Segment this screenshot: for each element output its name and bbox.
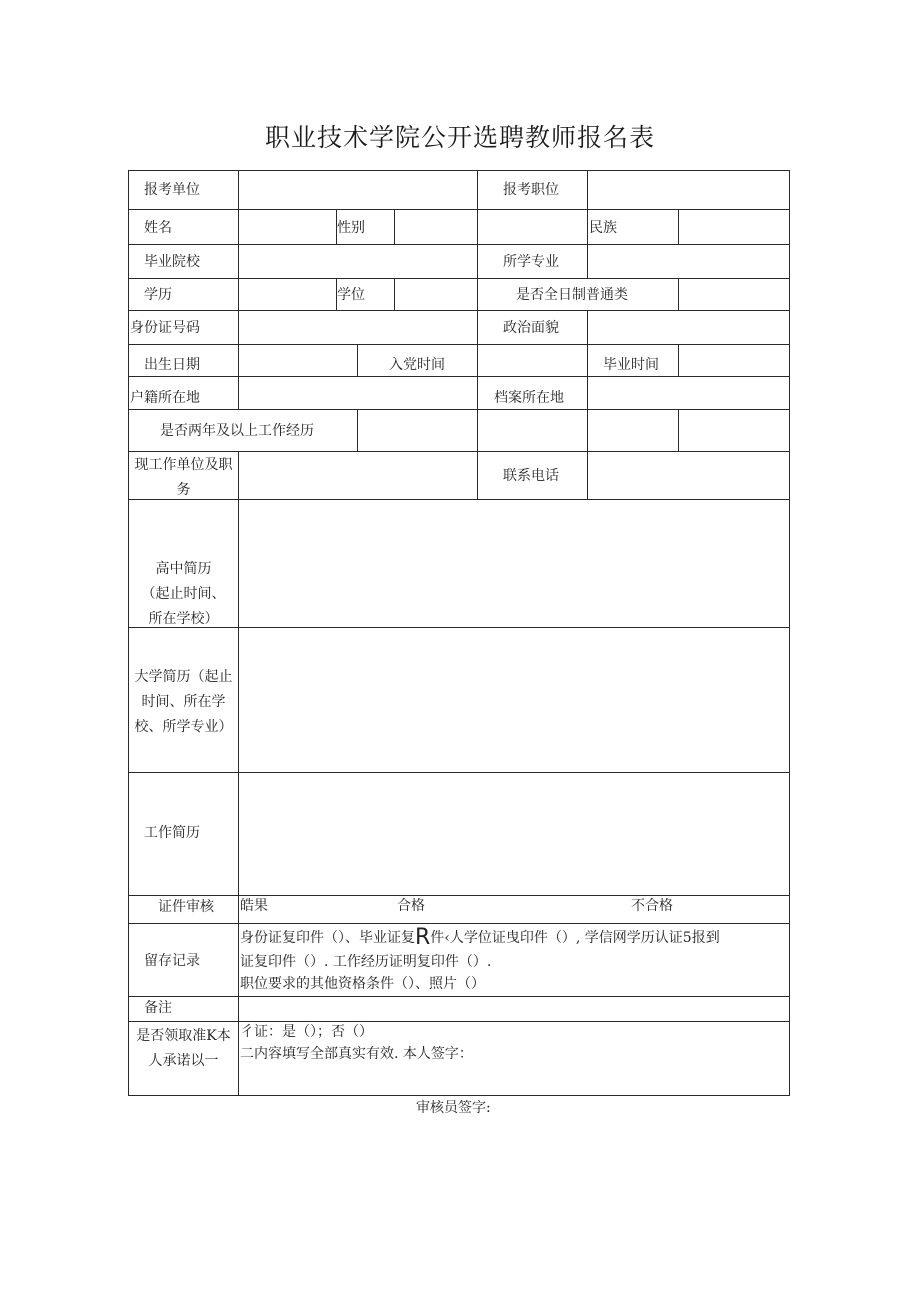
archive-location-label: 档案所在地 (494, 390, 564, 406)
col-divider (477, 451, 478, 499)
political-status-label: 政治面貌 (503, 320, 559, 336)
col-divider (477, 310, 478, 344)
work-experience-label: 是否两年及以上工作经历 (160, 423, 314, 439)
uni-resume-line2: 时间、所在学 (141, 694, 226, 710)
unqualified-option: 不合格 (631, 898, 673, 914)
work-resume-label: 工作简历 (144, 825, 200, 841)
graduation-time-label: 毕业时间 (603, 357, 659, 373)
hs-resume-line2: （起止时间、 (141, 586, 226, 602)
name-label: 姓名 (144, 220, 172, 236)
cert-result-label: 皓果 (240, 898, 268, 914)
records-line-1a: 身份证复印件（）、毕业证复 (240, 930, 415, 946)
high-school-resume-label (129, 557, 238, 632)
records-line-1b: 件‹人学位证曳印件（）, 学信网学历认证5报到 (430, 930, 720, 946)
col-divider (678, 409, 679, 451)
row-divider (128, 996, 790, 997)
col-divider (678, 344, 679, 376)
col-divider (587, 344, 588, 376)
current-job-label-line1: 现工作单位及职 (134, 457, 233, 473)
col-divider (477, 244, 478, 278)
col-divider (477, 344, 478, 376)
ticket-label-line2: 人承诺以一 (148, 1053, 219, 1069)
col-divider (394, 278, 395, 310)
col-divider (477, 409, 478, 451)
row-divider (128, 209, 790, 210)
university-resume-label (129, 665, 238, 740)
row-divider (128, 278, 790, 279)
row-divider (128, 772, 790, 773)
col-divider (477, 209, 478, 244)
col-divider (477, 170, 478, 209)
pledge-line: 二内容填写全部真实有效. 本人签字： (240, 1046, 473, 1062)
uni-resume-line1: 大学简历（起止 (134, 669, 233, 685)
position-label: 报考职位 (503, 182, 559, 198)
table-border-left (128, 170, 129, 1096)
col-divider (357, 344, 358, 376)
hs-resume-line1: 高中简历 (155, 561, 212, 577)
phone-label: 联系电话 (503, 468, 559, 484)
col-divider (587, 310, 588, 344)
row-divider (128, 310, 790, 311)
ticket-pledge-label (129, 1024, 238, 1074)
row-divider (128, 923, 790, 924)
row-divider (128, 170, 790, 171)
row-divider (128, 344, 790, 345)
uni-resume-line3: 校、所学专业） (134, 719, 233, 735)
hs-resume-line3: 所在学校） (148, 611, 219, 627)
records-line-3: 职位要求的其他资格条件（）、照片（） (240, 976, 485, 992)
row-divider (128, 376, 790, 377)
col-divider (587, 244, 588, 278)
unit-label: 报考单位 (144, 182, 200, 198)
col-divider (238, 170, 239, 409)
col-divider (477, 376, 478, 409)
records-label: 留存记录 (144, 953, 200, 969)
remarks-label: 备注 (144, 1000, 172, 1016)
row-divider (128, 895, 790, 896)
row-divider (128, 244, 790, 245)
col-divider (678, 278, 679, 310)
birth-date-label: 出生日期 (144, 357, 200, 373)
ticket-line-1: 彳证：是（）；否（） (240, 1024, 373, 1040)
current-job-label (129, 453, 238, 503)
col-divider (678, 209, 679, 244)
id-number-label: 身份证号码 (130, 320, 200, 336)
col-divider (587, 170, 588, 209)
col-divider (587, 376, 588, 409)
major-label: 所学专业 (503, 254, 559, 270)
col-divider (477, 278, 478, 310)
ethnicity-label: 民族 (589, 220, 617, 236)
table-border-right (789, 170, 790, 1096)
qualified-option: 合格 (397, 898, 425, 914)
ticket-label-line1: 是否领取准K本 (136, 1028, 231, 1044)
current-job-label-line2: 务 (176, 482, 191, 498)
school-label: 毕业院校 (144, 254, 200, 270)
education-label: 学历 (144, 287, 172, 303)
cert-review-label: 证件审核 (158, 899, 214, 915)
form-title: 职业技术学院公开选聘教师报名表 (264, 123, 655, 152)
degree-label: 学位 (337, 287, 365, 303)
hukou-label: 户籍所在地 (130, 390, 200, 406)
reviewer-signature-label: 审核员签字: (416, 1100, 491, 1116)
col-divider (587, 409, 588, 451)
records-line-1 (240, 926, 720, 950)
records-line-1-glyph: R (415, 925, 431, 950)
gender-label: 性别 (337, 220, 365, 236)
records-line-2: 证复印件（）. 工作经历证明复印件（）. (240, 954, 492, 970)
col-divider (587, 451, 588, 499)
col-divider (587, 209, 588, 244)
row-divider (128, 451, 790, 452)
row-divider (128, 409, 790, 410)
col-divider (238, 451, 239, 1096)
col-divider (357, 409, 358, 451)
col-divider (394, 209, 395, 244)
fulltime-label: 是否全日制普通类 (516, 287, 628, 303)
party-join-label: 入党时间 (389, 357, 445, 373)
row-divider (128, 1021, 790, 1022)
